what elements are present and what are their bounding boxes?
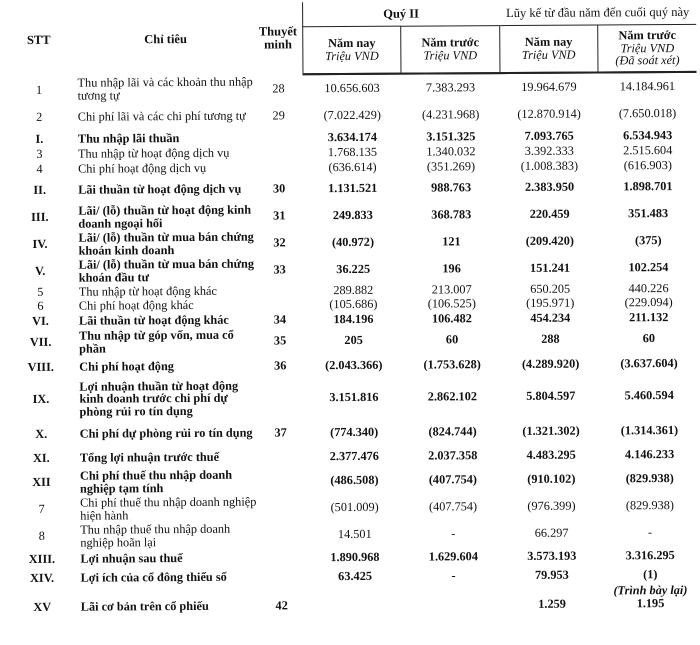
row-value-ytd-this-year: (1.321.302): [522, 423, 580, 438]
row-stt: XIII.: [28, 551, 56, 566]
row-value-q2-last-year: (1.753.628): [423, 357, 481, 372]
row-value-q2-last-year: (407.754): [428, 499, 478, 514]
row-value-ytd-this-year: 7.093.765: [524, 128, 574, 143]
row-value-ytd-last-year: (829.938): [625, 471, 674, 486]
row-value-ytd-last-year: (1): [643, 566, 658, 581]
row-label: Lợi nhuận sau thuế: [80, 550, 183, 566]
col-title: Năm trước: [421, 35, 480, 50]
row-label: Tổng lợi nhuận trước thuế: [79, 450, 220, 465]
row-value-ytd-last-year: (229.094): [624, 294, 673, 310]
row-value-q2-last-year: 1.629.604: [428, 548, 478, 564]
header-chi-tieu: Chỉ tiêu: [144, 31, 187, 46]
row-label: Lãi/ (lỗ) thuần từ mua bán chứng khoán kinh doanh: [78, 229, 254, 258]
row-label: Lợi ích của cổ đông thiểu số: [80, 569, 227, 585]
row-label: Lãi thuần từ hoạt động dịch vụ: [78, 181, 242, 197]
row-note-ref: [254, 129, 303, 145]
row-value-q2-this-year: 1.768.135: [327, 145, 378, 160]
row-value-ytd-last-year: (375): [634, 233, 662, 248]
row-note-ref: [256, 467, 305, 494]
row-value-ytd-this-year: (12.870.914): [517, 106, 581, 122]
row-note-ref: [257, 586, 306, 599]
row-value-q2-last-year: [404, 598, 503, 613]
col-header-4: [598, 24, 697, 72]
table-row: [7, 416, 699, 448]
row-stt: VI.: [32, 313, 49, 328]
row-note-ref: 34: [273, 312, 287, 327]
table-row: [5, 100, 697, 131]
row-value-q2-this-year: 1.890.968: [330, 549, 380, 564]
row-value-ytd-last-year: 440.226: [628, 280, 669, 296]
row-stt: XI.: [32, 451, 50, 466]
row-stt: III.: [31, 210, 49, 225]
row-label: Chi phí hoạt động dịch vụ: [78, 161, 207, 176]
row-value-ytd-this-year: 1.259: [538, 596, 566, 612]
table-body: [4, 72, 699, 615]
row-label: Lãi thuần từ hoạt động khác: [78, 312, 229, 328]
row-value-q2-this-year: 184.196: [333, 311, 374, 326]
row-value-ytd-this-year: (1.008.383): [520, 158, 579, 174]
row-note-ref: 32: [273, 235, 286, 250]
row-value-ytd-last-year: (1.314.361): [620, 422, 679, 438]
row-stt: X.: [35, 426, 48, 441]
row-note-ref: 42: [275, 598, 288, 613]
row-stt: II.: [33, 183, 47, 198]
row-value-ytd-last-year: (616.903): [623, 158, 672, 173]
row-value-ytd-this-year: 3.573.193: [527, 548, 577, 563]
row-value-ytd-last-year: -: [647, 525, 653, 540]
row-value-ytd-this-year: (195.971): [526, 295, 575, 310]
col-unit: Triệu VND: [620, 40, 675, 56]
col-header-1: [302, 26, 401, 74]
row-value-ytd-this-year: 66.297: [534, 525, 569, 541]
row-value-q2-last-year: -: [451, 568, 456, 583]
row-value-q2-this-year: 3.151.816: [329, 390, 379, 405]
row-note-ref: [257, 548, 306, 566]
row-note-ref: [257, 566, 306, 586]
row-value-ytd-last-year: 102.254: [628, 260, 669, 275]
table-row: [5, 173, 697, 204]
row-label: Chi phí lãi và các chi phí tương tự: [77, 108, 246, 124]
row-value-q2-this-year: 2.377.476: [329, 449, 379, 464]
row-note-ref: 37: [274, 425, 287, 440]
row-note-ref: [255, 297, 304, 311]
row-note-ref: [256, 377, 305, 418]
row-value-q2-last-year: 2.037.358: [428, 448, 478, 463]
row-value-q2-this-year: 289.882: [333, 282, 374, 297]
row-value-ytd-last-year: (3.637.604): [620, 356, 678, 371]
row-value-ytd-last-year: 5.460.594: [624, 388, 674, 403]
header-luy-ke: Lũy kế từ đầu năm đến cuối quý này: [499, 0, 696, 26]
row-value-q2-this-year: 36.225: [336, 262, 371, 277]
row-value-ytd-last-year: 4.146.233: [624, 447, 675, 462]
row-value-q2-last-year: 7.383.293: [425, 80, 476, 95]
row-value-ytd-last-year: 351.483: [628, 206, 669, 221]
row-label: Chi phí thuế thu nhập doanh nghiệp hiện hành: [80, 494, 257, 523]
row-label: Thu nhập từ hoạt động dịch vụ: [77, 145, 230, 161]
row-stt: [8, 588, 77, 601]
row-value-q2-this-year: (40.972): [331, 235, 375, 250]
row-value-ytd-last-year: 6.534.943: [623, 127, 673, 143]
row-value-q2-this-year: 63.425: [338, 568, 373, 583]
row-note-ref: [256, 446, 305, 467]
row-value-q2-last-year: 213.007: [431, 281, 472, 297]
row-note-ref: 33: [273, 262, 286, 277]
row-value-ytd-last-year: (829.938): [625, 498, 675, 513]
row-value-ytd-this-year: 454.234: [530, 310, 571, 325]
table-row: [8, 596, 700, 614]
row-value-q2-last-year: 106.482: [431, 310, 472, 326]
row-stt: XII: [32, 475, 51, 490]
row-note-ref: [257, 521, 306, 548]
row-value-q2-this-year: 249.833: [332, 208, 373, 223]
row-stt: 5: [37, 284, 44, 299]
row-label: Thu nhập lãi thuần: [77, 130, 180, 146]
table-row: [4, 72, 696, 104]
row-value-q2-last-year: (824.744): [428, 423, 477, 439]
table-row: [6, 254, 698, 285]
row-value-q2-last-year: 2.862.102: [427, 389, 478, 404]
row-value-q2-last-year: 1.340.032: [426, 144, 476, 159]
row-note-ref: [255, 160, 304, 175]
row-note-ref: 31: [273, 208, 286, 223]
row-value-ytd-this-year: 650.205: [530, 281, 571, 296]
row-value-ytd-this-year: [503, 584, 601, 597]
row-value-ytd-this-year: (4.289.920): [521, 356, 580, 372]
row-value-ytd-last-year: 1.898.701: [623, 179, 673, 194]
row-value-q2-this-year: (2.043.366): [325, 358, 383, 373]
row-value-q2-last-year: (106.525): [427, 295, 476, 311]
col-unit: Triệu VND: [423, 48, 478, 63]
row-value-q2-last-year: 60: [445, 332, 459, 347]
row-label: Chi phí thuế thu nhập doanh nghiệp tạm tính: [79, 467, 233, 496]
row-stt: 1: [35, 82, 43, 97]
row-value-ytd-this-year: 2.383.950: [524, 179, 575, 195]
row-value-ytd-this-year: 19.964.679: [521, 79, 577, 95]
income-statement-table: [4, 0, 700, 615]
row-label: Lãi cơ bản trên cổ phiếu: [80, 599, 209, 614]
header-quy-ii: Quý II: [302, 1, 499, 27]
row-value-q2-this-year: [306, 586, 404, 599]
row-value-q2-last-year: 121: [442, 234, 461, 249]
row-stt: I.: [35, 131, 44, 146]
col-note: (Đã soát xét): [615, 53, 680, 68]
row-stt: XIV.: [29, 570, 55, 585]
col-title: Năm trước: [618, 28, 677, 43]
row-label: Thu nhập từ góp vốn, mua cổ phần: [79, 327, 234, 356]
row-stt: 7: [38, 502, 45, 517]
row-value-ytd-last-year: 2.515.604: [623, 143, 673, 158]
row-stt: V.: [34, 264, 46, 279]
col-title: Năm nay: [328, 36, 376, 51]
col-unit: Triệu VND: [325, 48, 379, 64]
table-row: [7, 492, 699, 523]
row-value-q2-last-year: 368.783: [431, 207, 472, 222]
header-stt: STT: [26, 32, 51, 47]
row-note-ref: [257, 494, 306, 521]
table-row: [6, 375, 698, 420]
row-value-ytd-last-year: 3.316.295: [625, 547, 675, 563]
row-value-q2-this-year: 1.131.521: [328, 181, 378, 196]
row-stt: XV: [33, 600, 52, 615]
row-value-q2-last-year: -: [451, 526, 456, 541]
row-value-ytd-last-year: 211.132: [629, 309, 669, 324]
row-value-ytd-this-year: 4.483.295: [526, 447, 576, 463]
header-thuyet-minh: Thuyết minh: [258, 24, 298, 52]
row-value-ytd-this-year: 5.804.597: [526, 388, 576, 404]
row-note-ref: [255, 283, 304, 297]
row-value-q2-this-year: (636.614): [328, 160, 377, 175]
col-header-3: [499, 25, 598, 73]
row-value-q2-last-year: (407.754): [428, 472, 478, 487]
row-value-q2-this-year: (7.022.429): [323, 108, 381, 123]
row-label: Thu nhập từ hoạt động khác: [78, 283, 217, 299]
row-note-ref: 29: [272, 108, 285, 123]
row-note-ref: 35: [273, 333, 287, 348]
row-label: Thu nhập lãi và các khoản thu nhập tương tự: [77, 74, 253, 103]
row-value-ytd-last-year: 1.195: [636, 596, 665, 611]
row-note-ref: 28: [272, 81, 285, 96]
row-value-q2-last-year: (351.269): [426, 159, 476, 174]
table-row: [5, 227, 697, 258]
row-stt: IX.: [32, 392, 50, 407]
table-row: [6, 325, 698, 356]
col-unit: Triệu VND: [521, 47, 576, 62]
row-value-ytd-this-year: 220.459: [529, 206, 570, 222]
table-row: [7, 465, 699, 496]
row-value-ytd-last-year: (7.650.018): [618, 106, 677, 121]
row-value-q2-last-year: 3.151.325: [426, 128, 476, 144]
row-label: Lợi nhuận thuần từ hoạt động kinh doanh trước chi phí dự phòng rủi ro tín dụng: [79, 378, 239, 419]
row-stt: 4: [36, 162, 43, 177]
col-header-2: [401, 26, 500, 74]
row-value-ytd-last-year: 14.184.961: [619, 79, 676, 94]
row-value-ytd-last-year: (Trình bày lại): [613, 582, 688, 598]
row-stt: IV.: [32, 237, 48, 252]
row-note-ref: 30: [272, 181, 286, 196]
row-value-ytd-this-year: 79.953: [534, 567, 569, 582]
row-value-ytd-this-year: (209.420): [525, 233, 574, 249]
row-value-q2-this-year: 14.501: [337, 527, 372, 542]
row-value-q2-last-year: (4.231.968): [421, 107, 480, 122]
table-row: [7, 519, 699, 550]
table-row: [5, 200, 697, 231]
row-note-ref: 36: [274, 358, 287, 373]
row-value-q2-this-year: 205: [344, 333, 363, 348]
row-value-q2-this-year: 10.656.603: [324, 81, 380, 96]
row-note-ref: [255, 145, 304, 160]
row-label: [77, 587, 258, 601]
row-label: Thu nhập thuế thu nhập doanh nghiệp hoãn lại: [80, 521, 231, 550]
row-value-ytd-this-year: (910.102): [527, 471, 576, 487]
row-stt: 3: [36, 147, 43, 162]
row-value-ytd-last-year: 60: [642, 331, 656, 346]
row-label: Lãi/ (lỗ) thuần từ mua bán chứng khoán đầu tư: [78, 256, 255, 285]
row-value-q2-this-year: (774.340): [330, 424, 379, 439]
row-label: Chi phí hoạt động: [79, 359, 174, 374]
row-value-ytd-this-year: 288: [541, 331, 560, 347]
row-value-q2-this-year: [306, 598, 405, 613]
row-value-ytd-this-year: 151.241: [529, 260, 571, 276]
row-value-q2-this-year: (105.686): [329, 296, 378, 311]
row-value-q2-last-year: 988.763: [431, 180, 472, 195]
col-title: Năm nay: [524, 35, 573, 50]
row-value-q2-last-year: [404, 585, 502, 598]
row-value-q2-this-year: (486.508): [330, 473, 379, 488]
row-value-q2-this-year: (501.009): [330, 500, 379, 515]
row-label: Chi phí dự phòng rủi ro tín dụng: [79, 425, 253, 441]
row-stt: VII.: [29, 335, 52, 350]
row-stt: VIII.: [27, 360, 54, 375]
row-value-q2-last-year: 196: [442, 261, 461, 276]
row-value-ytd-this-year: 3.392.333: [524, 143, 574, 159]
row-label: Chi phí hoạt động khác: [78, 297, 194, 313]
row-stt: 6: [37, 298, 44, 313]
row-value-q2-this-year: 3.634.174: [327, 129, 378, 144]
row-stt: 8: [38, 529, 45, 544]
row-value-ytd-this-year: (976.399): [527, 498, 576, 514]
row-stt: 2: [36, 110, 43, 125]
row-label: Lãi/ (lỗ) thuần từ hoạt động kinh doanh ngoại hối: [78, 202, 252, 231]
